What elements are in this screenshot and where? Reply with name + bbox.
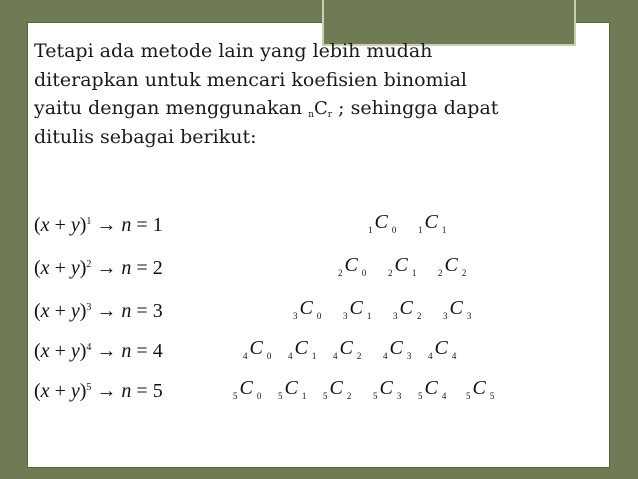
combination-symbol: C: [389, 337, 403, 359]
variable-y: y: [70, 380, 80, 402]
combination-term: [333, 333, 361, 371]
arrow-symbol: →: [91, 257, 122, 279]
binomial-row: [34, 293, 604, 323]
combination-term: [288, 333, 316, 371]
variable-y: y: [70, 300, 80, 322]
combination-symbol: C: [424, 211, 438, 233]
combination-term: [278, 373, 306, 411]
term-n-subscript: 3: [343, 311, 348, 321]
term-n-subscript: 5: [418, 391, 423, 401]
combination-symbol: C: [349, 297, 363, 319]
binomial-row: [34, 333, 604, 363]
combination-symbol: C: [249, 337, 263, 359]
combination-term: [243, 333, 271, 371]
term-r-subscript: 1: [366, 311, 372, 321]
equals-sign: =: [131, 257, 153, 279]
term-n-subscript: 2: [438, 268, 443, 278]
term-r-subscript: 2: [416, 311, 422, 321]
n-value: 1: [152, 214, 163, 236]
combination-symbol: C: [434, 337, 448, 359]
term-r-subscript: 3: [406, 351, 412, 361]
variable-y: y: [70, 257, 80, 279]
binomial-row: [34, 373, 604, 403]
open-paren: (: [34, 340, 41, 362]
combination-symbol: C: [284, 377, 298, 399]
power-exponent: 1: [86, 216, 92, 227]
arrow-symbol: →: [91, 340, 122, 362]
combination-term: [383, 333, 411, 371]
term-r-subscript: 4: [441, 391, 447, 401]
variable-x: x: [40, 380, 50, 402]
combination-term: [373, 373, 401, 411]
combination-term: [466, 373, 494, 411]
binomial-row: [34, 250, 604, 280]
variable-y: y: [70, 214, 80, 236]
combination-term: [418, 373, 446, 411]
arrow-symbol: →: [91, 380, 122, 402]
open-paren: (: [34, 214, 41, 236]
combination-term: [388, 250, 416, 288]
variable-x: x: [40, 257, 50, 279]
combination-term: [343, 293, 371, 331]
term-n-subscript: 4: [383, 351, 388, 361]
n-value: 4: [152, 340, 163, 362]
term-r-subscript: 4: [451, 351, 457, 361]
plus-sign: +: [49, 214, 71, 236]
term-n-subscript: 5: [373, 391, 378, 401]
term-r-subscript: 1: [411, 268, 417, 278]
variable-n: n: [121, 300, 132, 322]
combination-term: [438, 250, 466, 288]
combination-symbol: C: [339, 337, 353, 359]
equals-sign: =: [131, 380, 153, 402]
equals-sign: =: [131, 214, 153, 236]
combination-symbol: C: [379, 377, 393, 399]
equals-sign: =: [131, 300, 153, 322]
power-exponent: 2: [86, 259, 92, 270]
open-paren: (: [34, 380, 41, 402]
term-n-subscript: 3: [293, 311, 298, 321]
term-n-subscript: 1: [418, 225, 423, 235]
term-n-subscript: 5: [323, 391, 328, 401]
combination-term: [368, 207, 396, 245]
combination-symbol: C: [424, 377, 438, 399]
combination-symbol: C: [472, 377, 486, 399]
combination-term: [233, 373, 261, 411]
intro-line-1: Tetapi ada metode lain yang lebih mudah: [34, 40, 433, 62]
variable-n: n: [121, 214, 132, 236]
term-r-subscript: 1: [441, 225, 447, 235]
plus-sign: +: [49, 257, 71, 279]
term-n-subscript: 4: [333, 351, 338, 361]
variable-n: n: [121, 380, 132, 402]
close-paren: ): [79, 214, 87, 236]
term-r-subscript: 3: [396, 391, 402, 401]
term-n-subscript: 5: [466, 391, 471, 401]
close-paren: ): [79, 257, 87, 279]
combination-symbol: C: [444, 254, 458, 276]
combination-symbol: C: [449, 297, 463, 319]
term-r-subscript: 0: [316, 311, 322, 321]
term-n-subscript: 2: [388, 268, 393, 278]
variable-n: n: [121, 257, 132, 279]
combination-symbol: C: [399, 297, 413, 319]
combination-symbol: C: [394, 254, 408, 276]
binomial-row: [34, 207, 604, 237]
term-n-subscript: 5: [278, 391, 283, 401]
term-n-subscript: 4: [243, 351, 248, 361]
open-paren: (: [34, 300, 41, 322]
binomial-equation: [34, 293, 163, 326]
variable-x: x: [40, 300, 50, 322]
term-n-subscript: 5: [233, 391, 238, 401]
term-r-subscript: 5: [489, 391, 495, 401]
n-value: 2: [152, 257, 163, 279]
plus-sign: +: [49, 380, 71, 402]
term-r-subscript: 0: [256, 391, 262, 401]
combination-symbol: C: [374, 211, 388, 233]
combination-term: [418, 207, 446, 245]
variable-n: n: [121, 340, 132, 362]
combination-term: [393, 293, 421, 331]
plus-sign: +: [49, 340, 71, 362]
term-n-subscript: 3: [393, 311, 398, 321]
combination-term: [293, 293, 321, 331]
intro-line-3: [34, 94, 594, 123]
term-n-subscript: 4: [288, 351, 293, 361]
combination-term: [428, 333, 456, 371]
term-r-subscript: 1: [301, 391, 307, 401]
intro-line-3-end: ; sehingga dapat: [332, 97, 499, 119]
plus-sign: +: [49, 300, 71, 322]
term-n-subscript: 2: [338, 268, 343, 278]
binomial-equation: [34, 333, 163, 366]
intro-line-2: diterapkan untuk mencari koefisien binomial: [34, 68, 468, 91]
equals-sign: =: [131, 340, 153, 362]
term-n-subscript: 1: [368, 225, 373, 235]
variable-y: y: [70, 340, 80, 362]
term-r-subscript: 1: [311, 351, 317, 361]
variable-x: x: [40, 340, 50, 362]
combination-symbol: C: [329, 377, 343, 399]
term-r-subscript: 2: [346, 391, 352, 401]
close-paren: ): [79, 300, 87, 322]
term-r-subscript: 3: [466, 311, 472, 321]
binomial-equation: [34, 207, 163, 240]
combination-symbol: C: [239, 377, 253, 399]
combination-symbol: C: [344, 254, 358, 276]
term-r-subscript: 2: [356, 351, 362, 361]
n-value: 5: [152, 380, 163, 402]
intro-paragraph: [34, 37, 594, 151]
ncr-n-subscript: n: [308, 110, 314, 120]
power-exponent: 3: [86, 302, 92, 313]
combination-symbol: C: [299, 297, 313, 319]
combination-symbol: C: [294, 337, 308, 359]
variable-x: x: [40, 214, 50, 236]
term-r-subscript: 0: [361, 268, 367, 278]
intro-line-4: ditulis sebagai berikut:: [34, 125, 257, 148]
arrow-symbol: →: [91, 300, 122, 322]
power-exponent: 4: [86, 342, 92, 353]
binomial-equation: [34, 373, 163, 406]
power-exponent: 5: [86, 382, 92, 393]
term-n-subscript: 4: [428, 351, 433, 361]
close-paren: ): [79, 340, 87, 362]
combination-term: [338, 250, 366, 288]
term-r-subscript: 2: [461, 268, 467, 278]
term-r-subscript: 0: [391, 225, 397, 235]
combination-term: [443, 293, 471, 331]
intro-line-3-start: yaitu dengan menggunakan: [34, 97, 309, 119]
open-paren: (: [34, 257, 41, 279]
arrow-symbol: →: [91, 214, 122, 236]
ncr-c-symbol: C: [314, 98, 328, 119]
n-value: 3: [152, 300, 163, 322]
term-n-subscript: 3: [443, 311, 448, 321]
term-r-subscript: 0: [266, 351, 272, 361]
binomial-equation: [34, 250, 163, 283]
close-paren: ): [79, 380, 87, 402]
ncr-r-subscript: r: [327, 110, 333, 120]
combination-term: [323, 373, 351, 411]
